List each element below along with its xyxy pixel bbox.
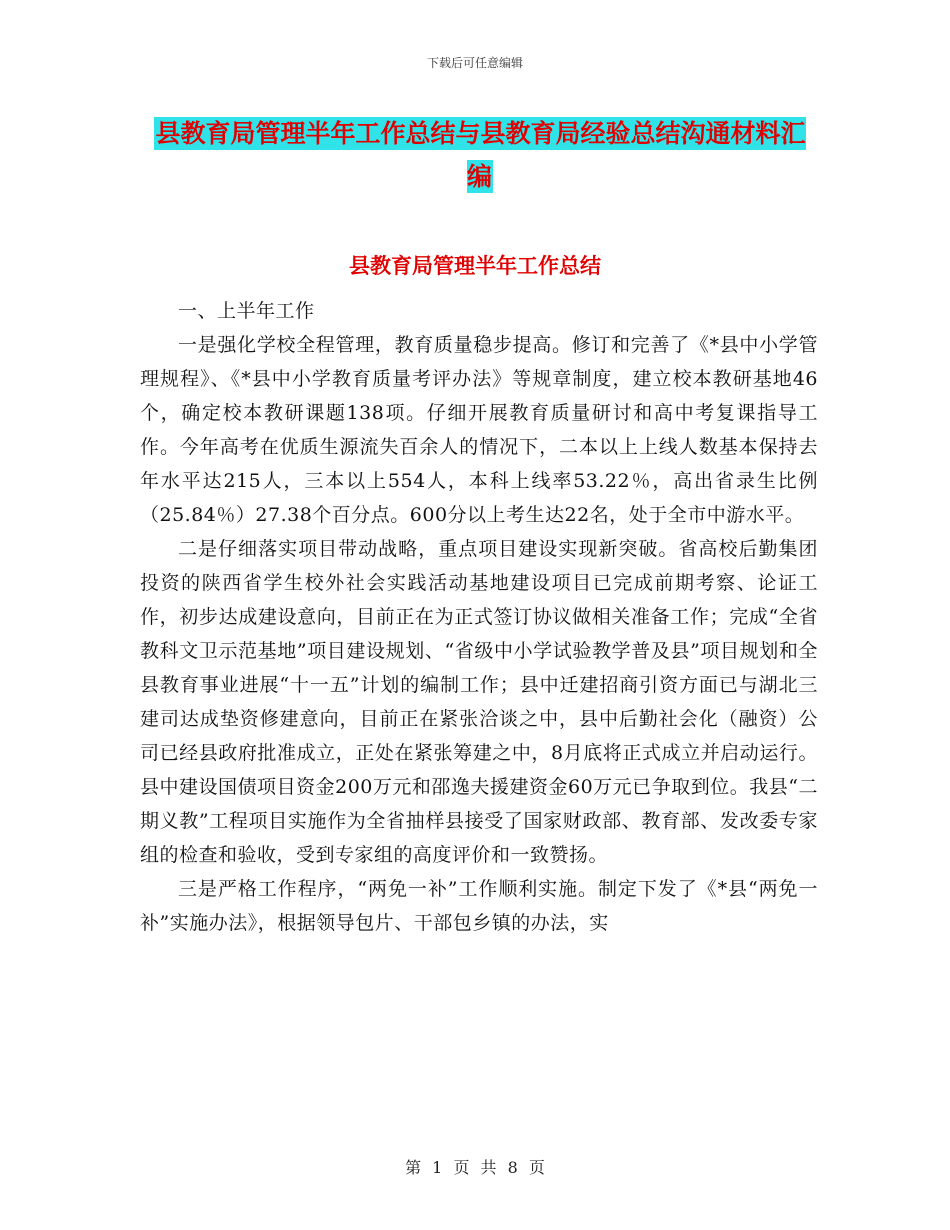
paragraph: 三是严格工作程序，“两免一补”工作顺利实施。制定下发了《*县“两免一补”实施办法》，根据领导包片、干部包乡镇的办法，实 (140, 878, 818, 934)
header-note: 下载后可任意编辑 (426, 56, 523, 70)
document-title (150, 112, 810, 198)
paragraph-heading: 一、上半年工作 (178, 300, 315, 322)
document-title-text: 县教育局管理半年工作总结与县教育局经验总结沟通材料汇编 (155, 119, 806, 191)
section-title: 县教育局管理半年工作总结 (349, 254, 601, 278)
page-footer: 第 1 页 共 8 页 (405, 1158, 545, 1177)
paragraph: 二是仔细落实项目带动战略，重点项目建设实现新突破。省高校后勤集团投资的陕西省学生校外社会实践活动基地建设项目已完成前期考察、论证工作，初步达成建设意向，目前正在为正式签订协议做相关准备工作；完成“全省教科文卫示范基地”项目建设规划、“省级中小学试验教学普及县”项目规划和全县教育事业进展“十一五”计划的编制工作；县中迁建招商引资方面已与湖北三建司达成垫资修建意向，目前正在紧张洽谈之中，县中后勤社会化（融资）公司已经县政府批准成立，正处在紧张筹建之中，8月底将正式成立并启动运行。县中建设国债项目资金200万元和邵逸夫援建资金60万元已争取到位。我县“二期义教”工程项目实施作为全省抽样县接受了国家财政部、教育部、发改委专家组的检查和验收，受到专家组的高度评价和一致赞扬。 (140, 538, 818, 866)
paragraph: 一是强化学校全程管理，教育质量稳步提高。修订和完善了《*县中小学管理规程》、《*县中小学教育质量考评办法》等规章制度，建立校本教研基地46个，确定校本教研课题138项。仔细开展教育质量研讨和高中考复课指导工作。今年高考在优质生源流失百余人的情况下，二本以上上线人数基本保持去年水平达215人，三本以上554人，本科上线率53.22％，高出省录生比例（25.84％）27.38个百分点。600分以上考生达22名，处于全市中游水平。 (140, 334, 818, 526)
body-text (140, 294, 818, 940)
